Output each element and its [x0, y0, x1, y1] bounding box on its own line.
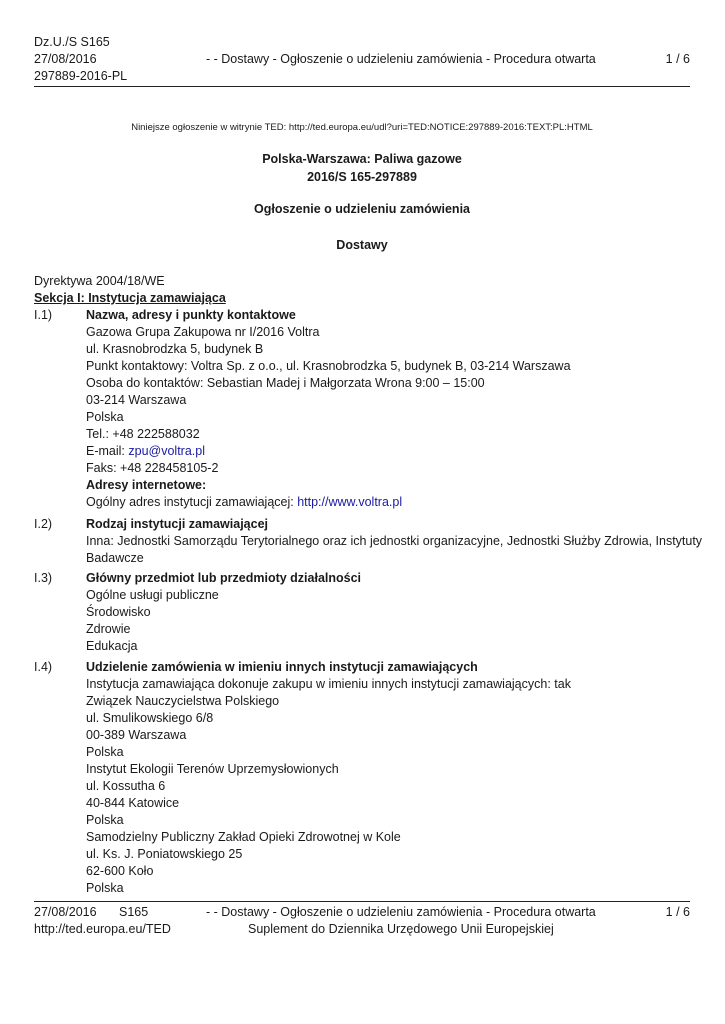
section-i4-number: I.4) [34, 660, 53, 674]
section-i2-line: Badawcze [86, 551, 144, 565]
web-link[interactable]: http://www.voltra.pl [297, 495, 403, 509]
section-i4-line: Polska [86, 881, 124, 895]
section-i4-line: Instytut Ekologii Terenów Uprzemysłowionych [86, 762, 339, 776]
section-i1 [34, 307, 690, 512]
footer-series: S165 [119, 905, 149, 919]
section-i3-content [86, 570, 690, 655]
section-i1-number: I.1) [34, 308, 53, 322]
section-i4-line: Polska [86, 813, 124, 827]
section-i1-line: 03-214 Warszawa [86, 393, 187, 407]
section-i4-line: 40-844 Katowice [86, 796, 180, 810]
section-i2 [34, 516, 703, 568]
section-i3-line: Edukacja [86, 639, 138, 653]
header-ref-line1: Dz.U./S S165 [34, 35, 110, 49]
doc-title-category: Dostawy [336, 238, 388, 252]
directive-text: Dyrektywa 2004/18/WE [34, 274, 165, 288]
header-reference [34, 34, 127, 85]
section-i2-heading: Rodzaj instytucji zamawiającej [86, 517, 269, 531]
section-heading: Sekcja I: Instytucja zamawiająca [34, 291, 226, 305]
section-i1-line: ul. Krasnobrodzka 5, budynek B [86, 342, 264, 356]
section-i1-line: Osoba do kontaktów: Sebastian Madej i Małgorzata Wrona 9:00 – 15:00 [86, 376, 485, 390]
section-i2-number: I.2) [34, 517, 53, 531]
footer-url[interactable]: http://ted.europa.eu/TED [34, 922, 171, 936]
web-row [86, 494, 690, 511]
section-i4-line: 00-389 Warszawa [86, 728, 187, 742]
footer-page-number: 1 / 6 [665, 905, 690, 919]
header-ref-line3: 297889-2016-PL [34, 69, 128, 83]
section-i3 [34, 570, 690, 656]
section-i3-line: Środowisko [86, 605, 151, 619]
section-i4-content [86, 659, 690, 897]
section-i1-content [86, 307, 690, 511]
header-divider [34, 86, 690, 87]
footer-divider [34, 901, 690, 902]
doc-title-number: 2016/S 165-297889 [307, 170, 417, 184]
section-i4 [34, 659, 690, 899]
email-label: E-mail: [86, 444, 129, 458]
email-row [86, 443, 690, 460]
web-label: Ogólny adres instytucji zamawiającej: [86, 495, 298, 509]
footer-subtitle: Suplement do Dziennika Urzędowego Unii Europejskiej [248, 922, 554, 936]
section-i4-line: ul. Kossutha 6 [86, 779, 166, 793]
section-i2-content [86, 516, 703, 567]
notice-line: Niniejsze ogłoszenie w witrynie TED: http://ted.europa.eu/udl?uri=TED:NOTICE:297889-2016:TEXT:PL:HTML [131, 122, 593, 133]
section-i4-line: 62-600 Koło [86, 864, 154, 878]
doc-title-place: Polska-Warszawa: Paliwa gazowe [262, 152, 462, 166]
header-title: - - Dostawy - Ogłoszenie o udzieleniu zamówienia - Procedura otwarta [206, 52, 596, 66]
header-page-number: 1 / 6 [665, 52, 690, 66]
section-i3-heading: Główny przedmiot lub przedmioty działalności [86, 571, 362, 585]
section-i1-line: Gazowa Grupa Zakupowa nr I/2016 Voltra [86, 325, 320, 339]
footer-date: 27/08/2016 [34, 905, 97, 919]
section-i4-line: ul. Ks. J. Poniatowskiego 25 [86, 847, 243, 861]
section-i3-number: I.3) [34, 571, 53, 585]
section-i4-line: Polska [86, 745, 124, 759]
web-heading: Adresy internetowe: [86, 478, 207, 492]
section-i1-line: Tel.: +48 222588032 [86, 427, 200, 441]
section-i4-line: Związek Nauczycielstwa Polskiego [86, 694, 280, 708]
header-ref-line2: 27/08/2016 [34, 52, 97, 66]
section-i4-line: Samodzielny Publiczny Zakład Opieki Zdrowotnej w Kole [86, 830, 401, 844]
section-i3-line: Ogólne usługi publiczne [86, 588, 219, 602]
section-i2-line: Inna: Jednostki Samorządu Terytorialnego oraz ich jednostki organizacyjne, Jednostki Służby Zdrowia, Instytuty [86, 534, 703, 548]
email-link[interactable]: zpu@voltra.pl [128, 444, 205, 458]
section-i1-line: Punkt kontaktowy: Voltra Sp. z o.o., ul. Krasnobrodzka 5, budynek B, 03-214 Warszawa [86, 359, 571, 373]
section-i1-heading: Nazwa, adresy i punkty kontaktowe [86, 308, 296, 322]
section-i4-line: Instytucja zamawiająca dokonuje zakupu w imieniu innych instytucji zamawiających: tak [86, 677, 571, 691]
section-i4-line: ul. Smulikowskiego 6/8 [86, 711, 214, 725]
section-i4-heading: Udzielenie zamówienia w imieniu innych instytucji zamawiających [86, 660, 478, 674]
footer-title: - - Dostawy - Ogłoszenie o udzieleniu zamówienia - Procedura otwarta [206, 905, 596, 919]
doc-title-type: Ogłoszenie o udzieleniu zamówienia [253, 202, 470, 216]
section-i1-line: Polska [86, 410, 124, 424]
section-i3-line: Zdrowie [86, 622, 131, 636]
fax-row: Faks: +48 228458105-2 [86, 461, 219, 475]
